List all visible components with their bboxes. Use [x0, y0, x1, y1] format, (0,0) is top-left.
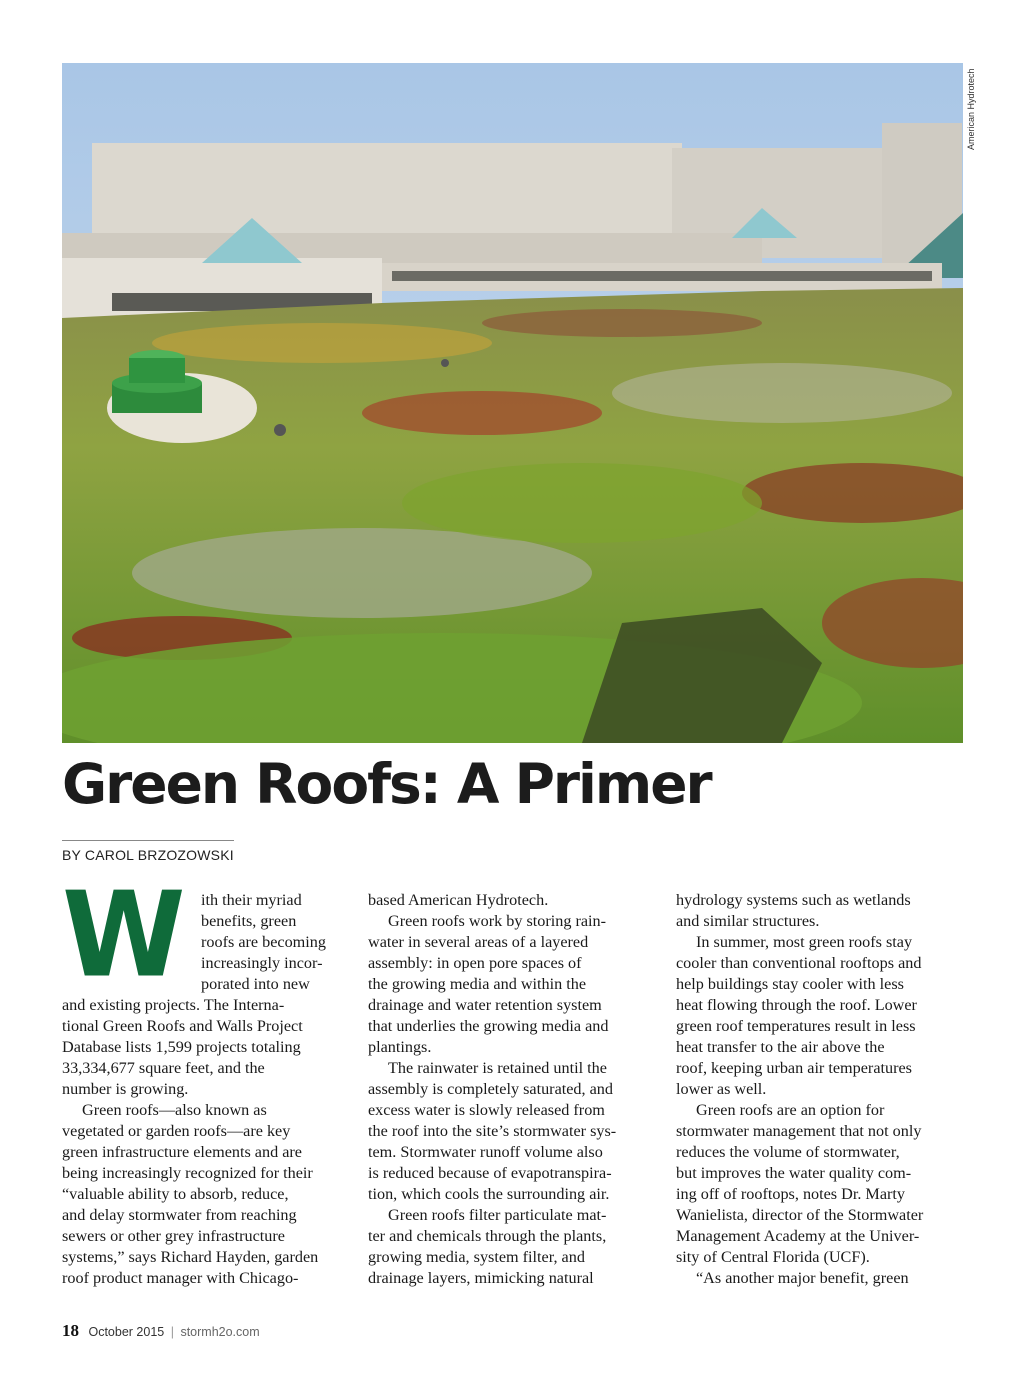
- text-line: that underlies the growing media and: [368, 1017, 609, 1035]
- green-roof-photo: [62, 63, 963, 743]
- text-line: Green roofs are an option for: [696, 1101, 885, 1119]
- text-line: ith their myriad: [201, 891, 302, 909]
- text-line: 33,334,677 square feet, and the: [62, 1059, 265, 1077]
- text-line: growing media, system filter, and: [368, 1248, 585, 1266]
- text-line: number is growing.: [62, 1080, 189, 1098]
- text-line: “As another major benefit, green: [696, 1269, 909, 1287]
- text-line: Green roofs filter particulate mat-: [388, 1206, 607, 1224]
- text-line: The rainwater is retained until the: [388, 1059, 607, 1077]
- text-line: being increasingly recognized for their: [62, 1164, 313, 1182]
- text-line: porated into new: [201, 975, 310, 993]
- footer-separator: |: [170, 1325, 174, 1339]
- text-line: roof, keeping urban air temperatures: [676, 1059, 912, 1077]
- text-line: green infrastructure elements and are: [62, 1143, 302, 1161]
- text-line: vegetated or garden roofs—are key: [62, 1122, 291, 1140]
- text-line: sity of Central Florida (UCF).: [676, 1248, 870, 1266]
- text-line: lower as well.: [676, 1080, 767, 1098]
- text-line: Management Academy at the Univer-: [676, 1227, 920, 1245]
- text-column-3: [676, 890, 961, 1289]
- text-line: tional Green Roofs and Walls Project: [62, 1017, 303, 1035]
- text-line: hydrology systems such as wetlands: [676, 891, 911, 909]
- text-line: excess water is slowly released from: [368, 1101, 605, 1119]
- text-line: heat transfer to the air above the: [676, 1038, 885, 1056]
- photo-credit-text: American Hydrotech: [966, 68, 976, 150]
- text-line: based American Hydrotech.: [368, 891, 549, 909]
- text-line: is reduced because of evapotranspira-: [368, 1164, 612, 1182]
- text-line: drainage layers, mimicking natural: [368, 1269, 594, 1287]
- text-line: In summer, most green roofs stay: [696, 933, 913, 951]
- site-link[interactable]: stormh2o.com: [180, 1325, 260, 1339]
- text-line: roof product manager with Chicago-: [62, 1269, 299, 1287]
- text-line: cooler than conventional rooftops and: [676, 954, 922, 972]
- text-column-2: [368, 890, 653, 1289]
- text-line: Wanielista, director of the Stormwater: [676, 1206, 924, 1224]
- text-line: Green roofs—also known as: [82, 1101, 267, 1119]
- text-line: the growing media and within the: [368, 975, 587, 993]
- text-line: systems,” says Richard Hayden, garden: [62, 1248, 319, 1266]
- photo-credit: [962, 68, 982, 240]
- byline-rule: [62, 840, 234, 841]
- text-line: “valuable ability to absorb, reduce,: [62, 1185, 289, 1203]
- text-line: and delay stormwater from reaching: [62, 1206, 297, 1224]
- text-line: water in several areas of a layered: [368, 933, 589, 951]
- text-line: Database lists 1,599 projects totaling: [62, 1038, 301, 1056]
- text-line: green roof temperatures result in less: [676, 1017, 916, 1035]
- text-line: and similar structures.: [676, 912, 820, 930]
- text-line: assembly: in open pore spaces of: [368, 954, 582, 972]
- text-line: plantings.: [368, 1038, 432, 1056]
- text-line: tion, which cools the surrounding air.: [368, 1185, 610, 1203]
- text-line: stormwater management that not only: [676, 1122, 922, 1140]
- page-footer: [62, 1321, 260, 1341]
- text-line: assembly is completely saturated, and: [368, 1080, 613, 1098]
- text-line: heat flowing through the roof. Lower: [676, 996, 917, 1014]
- text-line: ing off of rooftops, notes Dr. Marty: [676, 1185, 905, 1203]
- text-line: sewers or other grey infrastructure: [62, 1227, 285, 1245]
- text-line: and existing projects. The Interna-: [62, 996, 285, 1014]
- page-number: 18: [62, 1321, 79, 1340]
- text-line: help buildings stay cooler with less: [676, 975, 904, 993]
- text-line: drainage and water retention system: [368, 996, 602, 1014]
- text-line: tem. Stormwater runoff volume also: [368, 1143, 603, 1161]
- text-line: increasingly incor-: [201, 954, 323, 972]
- text-line: benefits, green: [201, 912, 297, 930]
- text-line: reduces the volume of stormwater,: [676, 1143, 900, 1161]
- article-title: Green Roofs: A Primer: [62, 752, 711, 816]
- text-line: the roof into the site’s stormwater sys-: [368, 1122, 617, 1140]
- issue-date: October 2015: [88, 1325, 165, 1339]
- byline: BY CAROL BRZOZOWSKI: [62, 847, 234, 863]
- text-line: Green roofs work by storing rain-: [388, 912, 607, 930]
- text-column-1: [62, 890, 347, 1289]
- drop-cap: W: [62, 867, 180, 1004]
- text-line: roofs are becoming: [201, 933, 326, 951]
- text-line: ter and chemicals through the plants,: [368, 1227, 607, 1245]
- text-line: but improves the water quality com-: [676, 1164, 912, 1182]
